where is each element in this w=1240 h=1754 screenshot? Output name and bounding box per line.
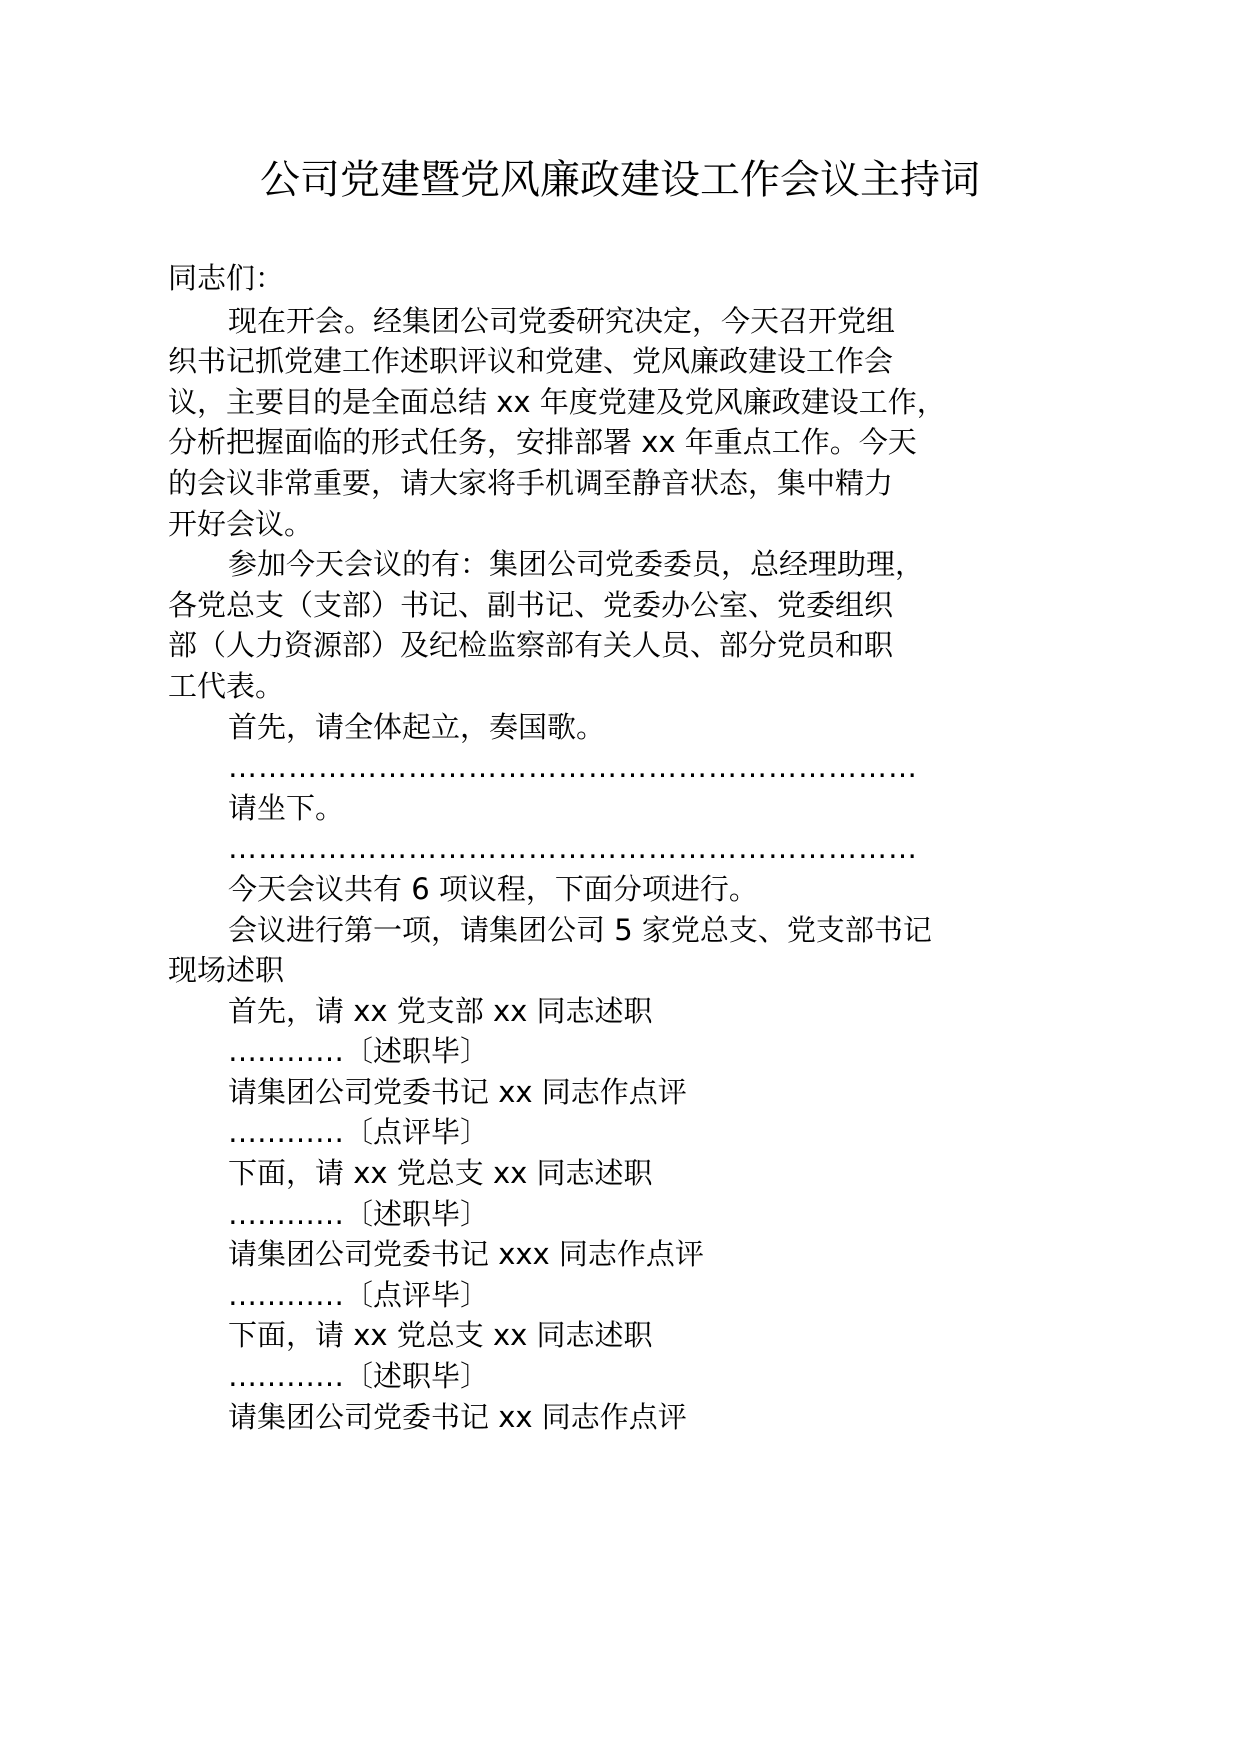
paragraph-line: 工代表。 [168, 668, 285, 703]
paragraph-line: 请集团公司党委书记 xxx 同志作点评 [228, 1237, 704, 1272]
paragraph-line: 会议进行第一项，请集团公司 5 家党总支、党支部书记 [228, 912, 932, 947]
paragraph-line: 今天会议共有 6 项议程，下面分项进行。 [228, 871, 758, 906]
paragraph-line: …………〔述职毕〕 [228, 1034, 490, 1069]
paragraph-line: 议，主要目的是全面总结 xx 年度党建及党风廉政建设工作， [168, 384, 946, 419]
document-title: 公司党建暨党风廉政建设工作会议主持词 [260, 157, 980, 203]
paragraph-line: 的会议非常重要，请大家将手机调至静音状态，集中精力 [168, 465, 894, 500]
paragraph-line: 首先，请全体起立，奏国歌。 [228, 709, 606, 744]
paragraph-line: 现在开会。经集团公司党委研究决定，今天召开党组 [228, 303, 896, 338]
paragraph-line: …………〔点评毕〕 [228, 1277, 490, 1312]
paragraph-line: 分析把握面临的形式任务，安排部署 xx 年重点工作。今天 [168, 425, 917, 460]
paragraph-line: …………〔述职毕〕 [228, 1359, 490, 1394]
paragraph-line: 现场述职 [168, 953, 285, 988]
document-body [168, 258, 988, 1437]
paragraph-line: …………………………………………………………… [228, 831, 918, 866]
paragraph-line: 开好会议。 [168, 506, 314, 541]
paragraph-line: 请坐下。 [228, 790, 345, 825]
paragraph-line: 请集团公司党委书记 xx 同志作点评 [228, 1399, 687, 1434]
paragraph-line: …………………………………………………………… [228, 750, 918, 785]
paragraph-line: 部（人力资源部）及纪检监察部有关人员、部分党员和职 [168, 628, 894, 663]
paragraph-line: 织书记抓党建工作述职评议和党建、党风廉政建设工作会 [168, 344, 894, 379]
paragraph-line: 同志们： [168, 261, 285, 295]
paragraph-line: 下面，请 xx 党总支 xx 同志述职 [228, 1156, 653, 1191]
paragraph-line: 参加今天会议的有：集团公司党委委员，总经理助理， [228, 547, 925, 582]
paragraph-line: 下面，请 xx 党总支 xx 同志述职 [228, 1318, 653, 1353]
paragraph-line: 请集团公司党委书记 xx 同志作点评 [228, 1074, 687, 1109]
paragraph-line: …………〔述职毕〕 [228, 1196, 490, 1231]
paragraph-line: …………〔点评毕〕 [228, 1115, 490, 1150]
paragraph-line: 各党总支（支部）书记、副书记、党委办公室、党委组织 [168, 587, 894, 622]
paragraph-line: 首先，请 xx 党支部 xx 同志述职 [228, 993, 653, 1028]
